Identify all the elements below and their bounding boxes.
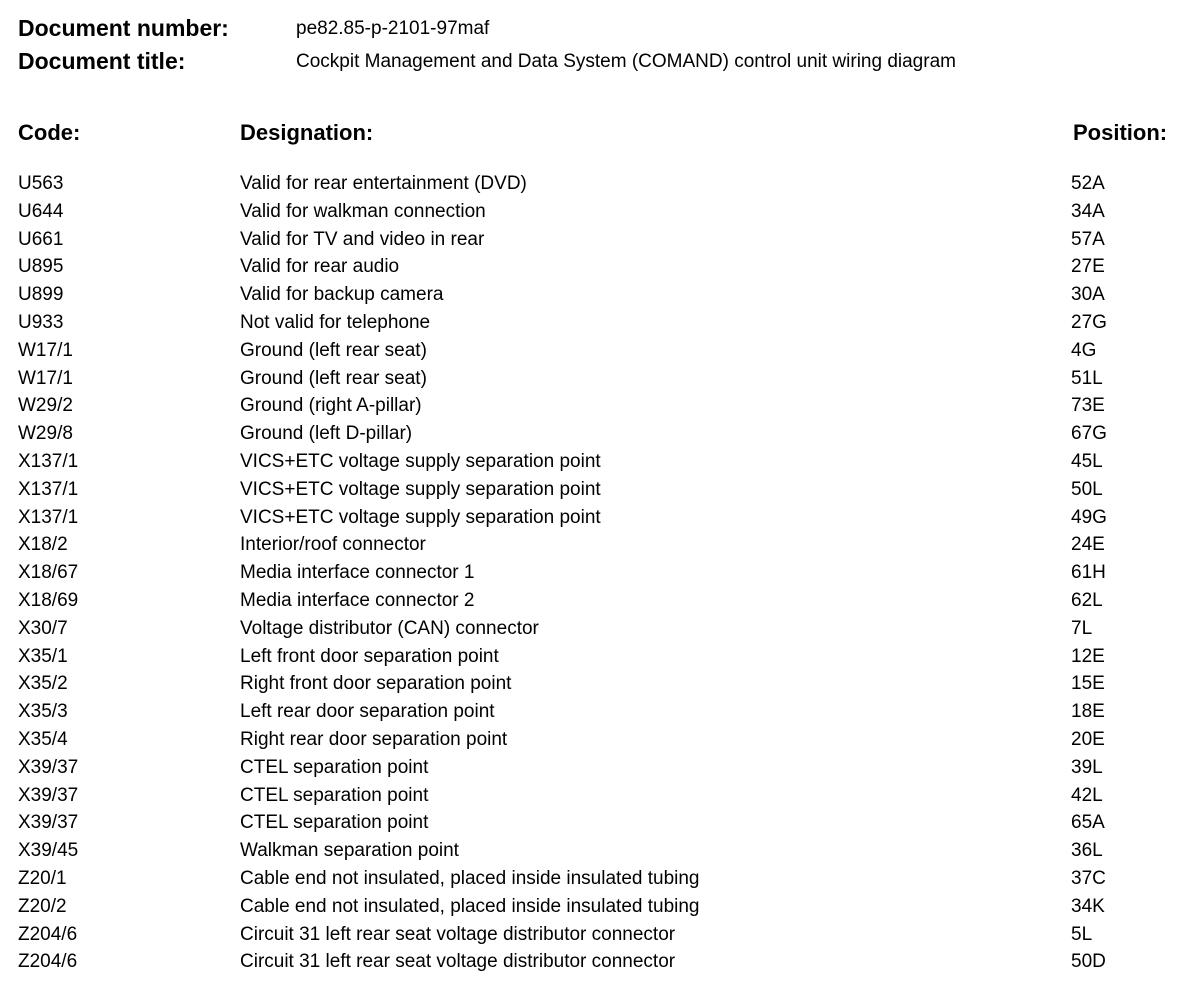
table-row — [0, 893, 1200, 921]
table-row — [0, 531, 1200, 559]
designation-cell: Circuit 31 left rear seat voltage distributor connector — [240, 923, 676, 945]
code-cell: X35/3 — [18, 701, 68, 723]
code-cell: X137/1 — [18, 478, 79, 500]
table-row — [0, 948, 1200, 976]
position-cell: 50L — [1071, 478, 1103, 500]
table-row — [0, 198, 1200, 226]
table-row — [0, 337, 1200, 365]
table-row — [0, 865, 1200, 893]
designation-cell: Not valid for telephone — [240, 311, 431, 333]
designation-cell: Valid for backup camera — [240, 284, 444, 306]
position-cell: 7L — [1071, 617, 1093, 639]
table-row — [0, 726, 1200, 754]
document-number: pe82.85-p-2101-97maf — [296, 18, 490, 39]
designation-cell: Media interface connector 1 — [240, 562, 475, 584]
designation-cell: CTEL separation point — [240, 756, 429, 778]
position-cell: 27G — [1071, 311, 1107, 333]
position-column-header: Position: — [1073, 120, 1168, 145]
designation-cell: Voltage distributor (CAN) connector — [240, 617, 539, 639]
position-cell: 45L — [1071, 450, 1103, 472]
position-cell: 27E — [1071, 256, 1105, 278]
document-title: Cockpit Management and Data System (COMAND) control unit wiring diagram — [296, 51, 956, 72]
document-number-label: Document number: — [18, 15, 229, 41]
table-row — [0, 643, 1200, 671]
designation-cell: Cable end not insulated, placed inside insulated tubing — [240, 867, 700, 889]
table-row — [0, 615, 1200, 643]
table-row — [0, 392, 1200, 420]
code-cell: Z20/2 — [18, 895, 67, 917]
code-cell: W17/1 — [18, 339, 73, 361]
position-cell: 4G — [1071, 339, 1097, 361]
table-row — [0, 365, 1200, 393]
position-cell: 42L — [1071, 784, 1103, 806]
code-cell: X30/7 — [18, 617, 68, 639]
table-row — [0, 504, 1200, 532]
position-cell: 15E — [1071, 673, 1105, 695]
table-row — [0, 837, 1200, 865]
code-cell: U933 — [18, 311, 64, 333]
position-cell: 62L — [1071, 589, 1103, 611]
designation-column-header: Designation: — [240, 120, 374, 145]
code-cell: X39/37 — [18, 756, 79, 778]
position-cell: 65A — [1071, 812, 1105, 834]
position-cell: 49G — [1071, 506, 1107, 528]
designation-cell: Left rear door separation point — [240, 701, 495, 723]
document-number-row — [18, 14, 1178, 42]
table-row — [0, 476, 1200, 504]
code-cell: X35/1 — [18, 645, 68, 667]
code-cell: X35/4 — [18, 728, 68, 750]
table-row — [0, 782, 1200, 810]
table-row — [0, 253, 1200, 281]
designation-cell: Walkman separation point — [240, 840, 459, 862]
designation-cell: Valid for rear entertainment (DVD) — [240, 173, 527, 194]
table-row — [0, 448, 1200, 476]
position-cell: 30A — [1071, 284, 1105, 306]
code-cell: X39/37 — [18, 784, 79, 806]
code-cell: Z204/6 — [18, 951, 78, 973]
designation-cell: Valid for TV and video in rear — [240, 228, 485, 250]
position-cell: 34K — [1071, 895, 1105, 917]
table-body — [0, 170, 1200, 976]
designation-cell: Circuit 31 left rear seat voltage distributor connector — [240, 951, 676, 973]
designation-cell: VICS+ETC voltage supply separation point — [240, 450, 601, 472]
code-cell: U563 — [18, 173, 64, 194]
code-cell: X39/45 — [18, 840, 79, 862]
code-cell: X18/67 — [18, 562, 79, 584]
position-cell: 57A — [1071, 228, 1105, 250]
designation-cell: Left front door separation point — [240, 645, 499, 667]
table-row — [0, 809, 1200, 837]
code-cell: U661 — [18, 228, 64, 250]
designation-cell: Ground (left D-pillar) — [240, 423, 413, 445]
document-title-label: Document title: — [18, 48, 186, 74]
table-row — [0, 281, 1200, 309]
position-cell: 36L — [1071, 840, 1103, 862]
designation-cell: CTEL separation point — [240, 784, 429, 806]
code-cell: W17/1 — [18, 367, 73, 389]
code-cell: X39/37 — [18, 812, 79, 834]
table-row — [0, 170, 1200, 198]
designation-cell: VICS+ETC voltage supply separation point — [240, 478, 601, 500]
designation-cell: Right front door separation point — [240, 673, 512, 695]
code-cell: U895 — [18, 256, 64, 278]
table-row — [0, 587, 1200, 615]
table-row — [0, 420, 1200, 448]
table-row — [0, 698, 1200, 726]
designation-cell: Interior/roof connector — [240, 534, 426, 556]
code-cell: W29/2 — [18, 395, 73, 417]
table-row — [0, 226, 1200, 254]
designation-cell: Right rear door separation point — [240, 728, 508, 750]
designation-cell: Ground (right A-pillar) — [240, 395, 422, 417]
designation-cell: Cable end not insulated, placed inside insulated tubing — [240, 895, 700, 917]
code-cell: U644 — [18, 200, 64, 222]
position-cell: 20E — [1071, 728, 1105, 750]
position-cell: 18E — [1071, 701, 1105, 723]
designation-cell: VICS+ETC voltage supply separation point — [240, 506, 601, 528]
designation-cell: Valid for walkman connection — [240, 200, 486, 222]
document-title-row — [18, 47, 1178, 75]
designation-cell: Media interface connector 2 — [240, 589, 475, 611]
position-cell: 34A — [1071, 200, 1105, 222]
code-cell: X18/69 — [18, 589, 79, 611]
code-cell: X35/2 — [18, 673, 68, 695]
position-cell: 24E — [1071, 534, 1105, 556]
designation-cell: CTEL separation point — [240, 812, 429, 834]
table-row — [0, 921, 1200, 949]
table-row — [0, 670, 1200, 698]
code-column-header: Code: — [18, 120, 81, 145]
table-row — [0, 309, 1200, 337]
position-cell: 12E — [1071, 645, 1105, 667]
code-cell: Z20/1 — [18, 867, 67, 889]
code-cell: W29/8 — [18, 423, 73, 445]
position-cell: 39L — [1071, 756, 1103, 778]
code-cell: U899 — [18, 284, 64, 306]
table-row — [0, 754, 1200, 782]
position-cell: 51L — [1071, 367, 1103, 389]
table-row — [0, 559, 1200, 587]
code-cell: Z204/6 — [18, 923, 78, 945]
designation-cell: Ground (left rear seat) — [240, 367, 427, 389]
position-cell: 52A — [1071, 173, 1105, 194]
code-cell: X137/1 — [18, 450, 79, 472]
code-cell: X137/1 — [18, 506, 79, 528]
position-cell: 73E — [1071, 395, 1105, 417]
position-cell: 61H — [1071, 562, 1106, 584]
position-cell: 37C — [1071, 867, 1106, 889]
position-cell: 67G — [1071, 423, 1107, 445]
position-cell: 5L — [1071, 923, 1093, 945]
designation-cell: Ground (left rear seat) — [240, 339, 427, 361]
position-cell: 50D — [1071, 951, 1106, 973]
designation-cell: Valid for rear audio — [240, 256, 400, 278]
code-cell: X18/2 — [18, 534, 68, 556]
